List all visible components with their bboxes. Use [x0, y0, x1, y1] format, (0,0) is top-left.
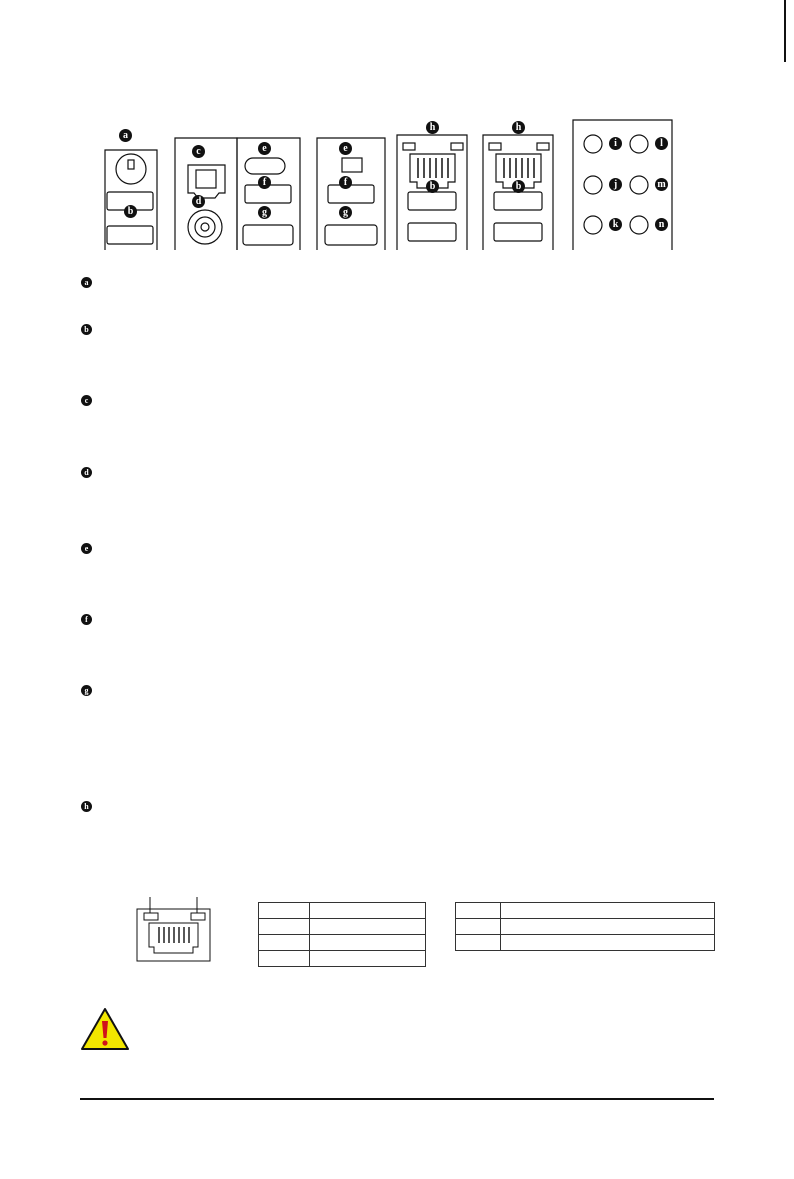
- back-panel-diagram: [95, 110, 695, 255]
- callout-j: j: [609, 178, 622, 191]
- caution-icon: [80, 1007, 130, 1051]
- callout-c: c: [192, 145, 205, 158]
- callout-e: e: [339, 142, 352, 155]
- table-row: [259, 935, 426, 951]
- section-marker-g: g: [81, 685, 92, 696]
- section-marker-h: h: [81, 801, 92, 812]
- callout-g: g: [339, 206, 352, 219]
- callout-d: d: [192, 195, 205, 208]
- table-row: [456, 903, 715, 919]
- section-marker-f: f: [81, 614, 92, 625]
- callout-n: n: [655, 218, 668, 231]
- callout-k: k: [609, 218, 622, 231]
- callout-g: g: [258, 206, 271, 219]
- section-marker-e: e: [81, 543, 92, 554]
- callout-f: f: [258, 176, 271, 189]
- callout-a: a: [119, 129, 132, 142]
- callout-h: h: [512, 121, 525, 134]
- callout-b: b: [124, 205, 137, 218]
- page-edge-line: [784, 0, 786, 62]
- section-marker-b: b: [81, 324, 92, 335]
- callout-b: b: [512, 180, 525, 193]
- callout-i: i: [609, 137, 622, 150]
- callout-e: e: [258, 142, 271, 155]
- table-row: [259, 919, 426, 935]
- callout-f: f: [339, 176, 352, 189]
- table-row: [456, 935, 715, 951]
- lan-led-table-right: [455, 902, 715, 951]
- section-marker-d: d: [81, 467, 92, 478]
- section-marker-c: c: [81, 395, 92, 406]
- callout-l: l: [655, 137, 668, 150]
- lan-led-table-left: [258, 902, 426, 967]
- table-row: [259, 903, 426, 919]
- table-row: [259, 951, 426, 967]
- lan-port-diagram: [135, 895, 215, 965]
- footer-divider: [80, 1098, 714, 1100]
- callout-m: m: [655, 178, 668, 191]
- callout-b: b: [426, 180, 439, 193]
- callout-h: h: [426, 121, 439, 134]
- section-marker-a: a: [81, 277, 92, 288]
- table-row: [456, 919, 715, 935]
